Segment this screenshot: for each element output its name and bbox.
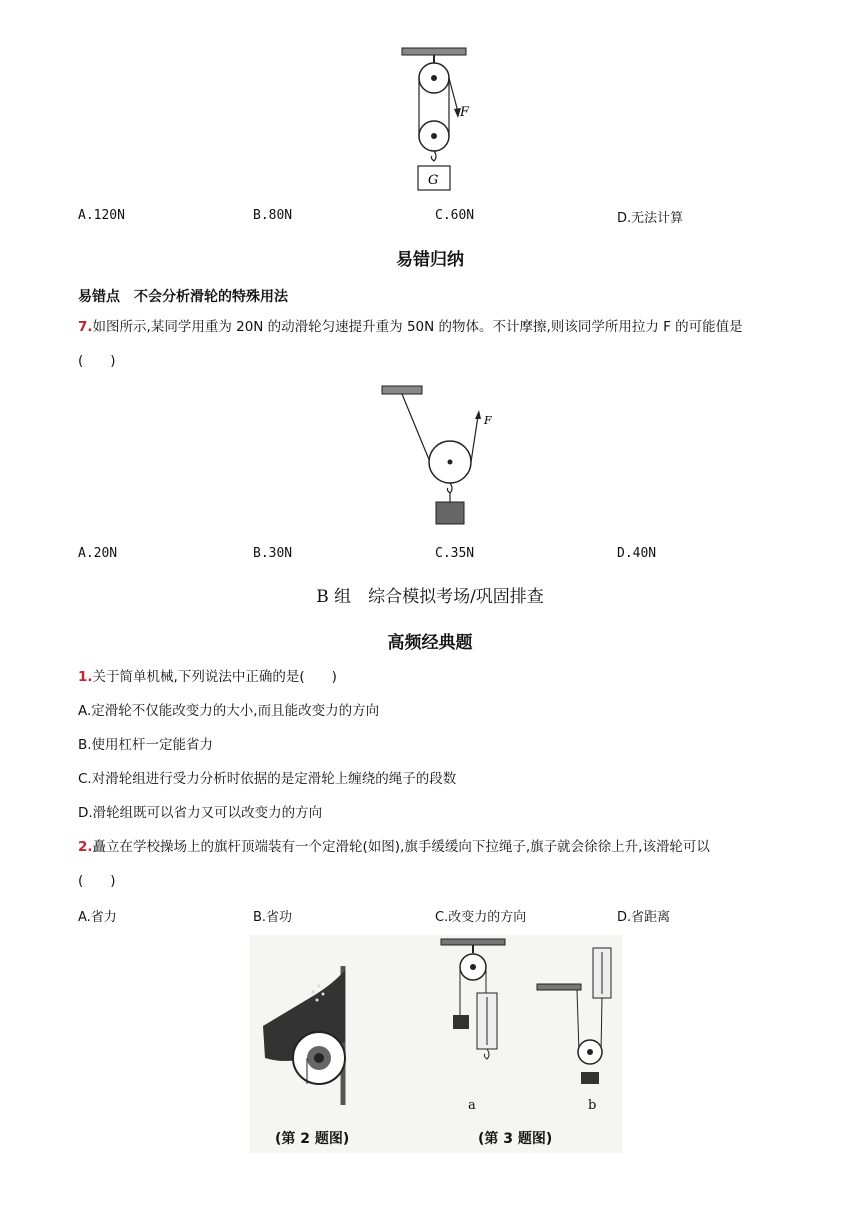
question-text: 如图所示,某同学用重为 20N 的动滑轮匀速提升重为 50N 的物体。不计摩擦,则该同学所用拉力 F 的可能值是	[92, 319, 743, 335]
question-number: 2.	[78, 839, 93, 855]
fig7-force-label: F	[484, 414, 492, 427]
question-7-paren: ( )	[78, 353, 116, 369]
question-text: 矗立在学校操场上的旗杆顶端装有一个定滑轮(如图),旗手缓缓向下拉绳子,旗子就会徐徐上升,该滑轮可以	[92, 839, 710, 855]
fig6-force-label: F	[460, 105, 470, 120]
q6-option-d: D.无法计算	[617, 211, 684, 226]
q6-option-c: C.60N	[435, 208, 475, 223]
q2-option-a: A.省力	[78, 910, 117, 925]
q7-option-c: C.35N	[435, 546, 475, 561]
q1-option-a: A.定滑轮不仅能改变力的大小,而且能改变力的方向	[78, 703, 380, 719]
question-number: 7.	[78, 319, 93, 335]
pulley-system-figure-q6	[390, 40, 500, 200]
q7-option-b: B.30N	[253, 546, 293, 561]
q7-option-a: A.20N	[78, 546, 118, 561]
question-2-paren: ( )	[78, 873, 116, 889]
question-1	[78, 668, 337, 686]
movable-pulley-figure-q7	[380, 382, 500, 532]
section-heading-errors: 易错归纳	[396, 250, 464, 270]
q1-option-c: C.对滑轮组进行受力分析时依据的是定滑轮上缠绕的绳子的段数	[78, 771, 457, 787]
question-7	[78, 318, 818, 336]
question-number: 1.	[78, 669, 93, 685]
q1-option-d: D.滑轮组既可以省力又可以改变力的方向	[78, 805, 323, 821]
caption-figure-2: (第 2 题图)	[275, 1131, 350, 1147]
group-b-heading: B 组 综合模拟考场/巩固排查	[316, 587, 544, 607]
spring-scale-figure-3b	[535, 940, 625, 1090]
figure-label-b: b	[588, 1098, 597, 1113]
section-heading-classic: 高频经典题	[387, 633, 473, 653]
flag-pole-figure-q2	[255, 960, 365, 1110]
figure-label-a: a	[468, 1098, 476, 1113]
q1-option-b: B.使用杠杆一定能省力	[78, 737, 214, 753]
q2-option-d: D.省距离	[617, 910, 671, 925]
question-2	[78, 838, 818, 856]
q2-option-b: B.省功	[253, 910, 293, 925]
error-point-heading: 易错点 不会分析滑轮的特殊用法	[78, 289, 288, 305]
fig6-weight-label: G	[428, 173, 439, 188]
q7-option-d: D.40N	[617, 546, 657, 561]
q6-option-b: B.80N	[253, 208, 293, 223]
q6-option-a: A.120N	[78, 208, 125, 223]
q2-option-c: C.改变力的方向	[435, 910, 527, 925]
spring-scale-figure-3a	[435, 935, 515, 1115]
question-text: 关于简单机械,下列说法中正确的是( )	[92, 669, 337, 685]
caption-figure-3: (第 3 题图)	[478, 1131, 553, 1147]
